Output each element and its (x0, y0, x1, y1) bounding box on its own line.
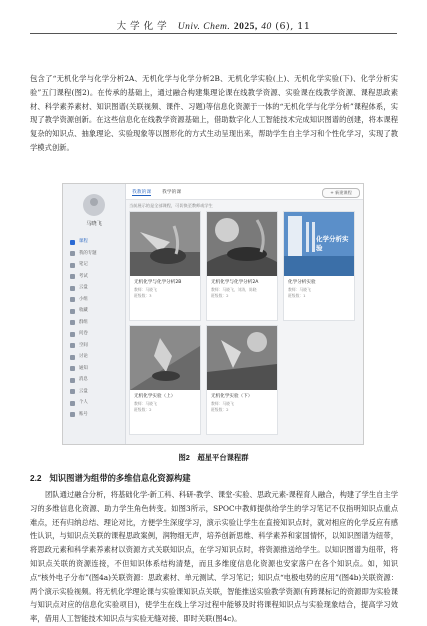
sidebar-menu (67, 236, 123, 420)
course-card[interactable] (206, 325, 278, 435)
sidebar-item[interactable]: 讨论 (67, 351, 123, 363)
course-teacher: 教师：马晓飞 (134, 401, 157, 406)
sidebar (63, 184, 126, 444)
running-header (0, 18, 427, 32)
course-teacher: 教师：马晓飞 (211, 401, 234, 406)
breadcrumb: 当前展示的是全部课程，可切换至教师或学生 (129, 203, 213, 208)
menu-icon (70, 309, 75, 314)
course-card[interactable] (129, 211, 201, 321)
course-title: 无机化学实验（下） (211, 394, 253, 399)
course-class-count: 班级数：2 (211, 407, 229, 412)
menu-icon (70, 297, 75, 302)
figure-platform-screenshot (62, 183, 364, 445)
journal-year: 2025, (233, 22, 258, 32)
course-thumbnail (130, 326, 200, 390)
sidebar-item[interactable]: 云盘 (67, 386, 123, 398)
sidebar-item[interactable]: 个人 (67, 397, 123, 409)
menu-icon (70, 389, 75, 394)
menu-icon (70, 401, 75, 406)
journal-name-en: Univ. Chem. (177, 22, 231, 32)
menu-icon (70, 240, 75, 245)
course-title: 无机化学实验（上） (134, 394, 176, 399)
paragraph-intro: 包含了“无机化学与化学分析2A、无机化学与化学分析2B、无机化学实验(上)、无机化学实验(下)、化学分析实验”五门课程(图2)。在传承的基础上，通过融合构建集理论课在线教学资源、实验课在线教学资源、课程思政素材、科学素养素材、知识图谱(关联视频、课件、习题)等信息化资源于一体的“无机化学与化学分析”课程体系，实现了教学资源创新。在这些信息化在线教学资源基础上，借助数字化人工智能技术完成知识图谱的创建，将本课程复杂的知识点、抽象理论、实验现象等以图形化的方式生动呈现出来，帮助学生自主学习和个性化学习，实现了教学模式创新。 (30, 74, 398, 152)
menu-icon (70, 355, 75, 360)
menu-icon (70, 251, 75, 256)
menu-icon (70, 263, 75, 268)
figure-caption (0, 453, 427, 463)
journal-issue: (6), (275, 21, 294, 32)
course-class-count: 班级数：3 (134, 293, 152, 298)
user-name: 马晓飞 (86, 221, 102, 227)
course-card[interactable] (206, 211, 278, 321)
section-title: 知识图谱为组带的多维信息化资源构建 (49, 473, 191, 483)
sidebar-item[interactable]: 群组 (67, 317, 123, 329)
menu-icon (70, 366, 75, 371)
figure-caption-text: 超星平台课程群 (197, 453, 249, 462)
course-teacher: 教师：马晓飞，刘涛，陈晓 (211, 287, 257, 292)
sidebar-item[interactable]: 通知 (67, 363, 123, 375)
thumbnail-label: 化学分析实验 (316, 235, 349, 252)
sidebar-item[interactable]: 空间 (67, 340, 123, 352)
sidebar-item[interactable]: 小组 (67, 294, 123, 306)
menu-icon (70, 320, 75, 325)
menu-icon (70, 343, 75, 348)
menu-icon (70, 378, 75, 383)
course-teacher: 教师：马晓飞 (288, 287, 311, 292)
course-class-count: 班级数：2 (134, 407, 152, 412)
course-class-count: 班级数：1 (288, 293, 306, 298)
menu-icon (70, 332, 75, 337)
sidebar-item[interactable]: 考试 (67, 271, 123, 283)
course-title: 化学分析实验 (288, 280, 316, 285)
sidebar-item[interactable]: 我的专题 (67, 248, 123, 260)
page-number: 11 (297, 21, 311, 32)
menu-icon (70, 412, 75, 417)
sidebar-item[interactable]: 课程 (67, 236, 123, 248)
header-rule (30, 33, 397, 34)
sidebar-item[interactable]: 笔记 (67, 259, 123, 271)
journal-volume: 40 (261, 22, 272, 32)
section-number: 2.2 (30, 473, 42, 483)
tab-teaching[interactable]: 我教的课 (132, 190, 152, 195)
section-heading (30, 472, 191, 484)
course-thumbnail (284, 212, 354, 276)
paragraph-body: 团队通过融合分析，将基础化学-新工科、科研-教学、课堂-实验、思政元素-课程育人融合，构建了学生自主学习的多维信息化资源、助力学生角色转变。如图3所示，SPOC中教师提供给学生的学习笔记不仅指明知识点重点难点，还有归纳总结、理论对比，方便学生深度学习，演示实验让学生在直接知识点时，就对相应的化学反应有感性认识，与知识点关联的课程思政案例，润物细无声，培养创新思维、科学素养和家国情怀，以知识图谱为纽带，将思政元素和科学素养素材以资源方式关联知识点，在学习知识点时，将资源推送给学生。以知识图谱为纽带，将知识点关联的资源连接，不但知识体系结构清楚，而且多维度信息化资源也安家落户在各个知识点。如，知识点“核外电子分布”(图4a)关联资源：思政素材、单元测试、学习笔记；知识点“电极电势的应用”(图4b)关联资源：两个演示实验视频。将无机化学理论课与实验课知识点关联，智能推送实验教学资源(有跨课标记的资源即为实验课与知识点对应的信息化实验项目)，使学生在线上学习过程中能够及时将课程知识点与实验现象结合，提高学习效率，借用人工智能技术知识点与实验无缝对接、即时关联(图4c)。 (30, 490, 398, 624)
course-thumbnail (207, 326, 277, 390)
sidebar-item[interactable]: 收藏 (67, 305, 123, 317)
course-thumbnail (130, 212, 200, 276)
course-card[interactable] (129, 325, 201, 435)
course-title: 无机化学与化学分析2B (134, 280, 182, 285)
journal-name: 大 学 化 学 (116, 21, 168, 32)
figure-number: 图2 (178, 453, 190, 462)
avatar[interactable] (83, 194, 105, 216)
menu-icon (70, 274, 75, 279)
tab-learning[interactable]: 我学的课 (162, 190, 182, 195)
sidebar-item[interactable]: 账号 (67, 409, 123, 421)
new-course-button[interactable]: + 新建课程 (322, 188, 360, 198)
course-topbar (126, 184, 363, 200)
course-thumbnail (207, 212, 277, 276)
sidebar-item[interactable]: 云盘 (67, 282, 123, 294)
course-class-count: 班级数：2 (211, 293, 229, 298)
course-card[interactable] (283, 211, 355, 321)
menu-icon (70, 286, 75, 291)
course-teacher: 教师：马晓飞 (134, 287, 157, 292)
sidebar-item[interactable]: 消息 (67, 374, 123, 386)
course-title: 无机化学与化学分析2A (211, 280, 259, 285)
sidebar-item[interactable]: 问卷 (67, 328, 123, 340)
